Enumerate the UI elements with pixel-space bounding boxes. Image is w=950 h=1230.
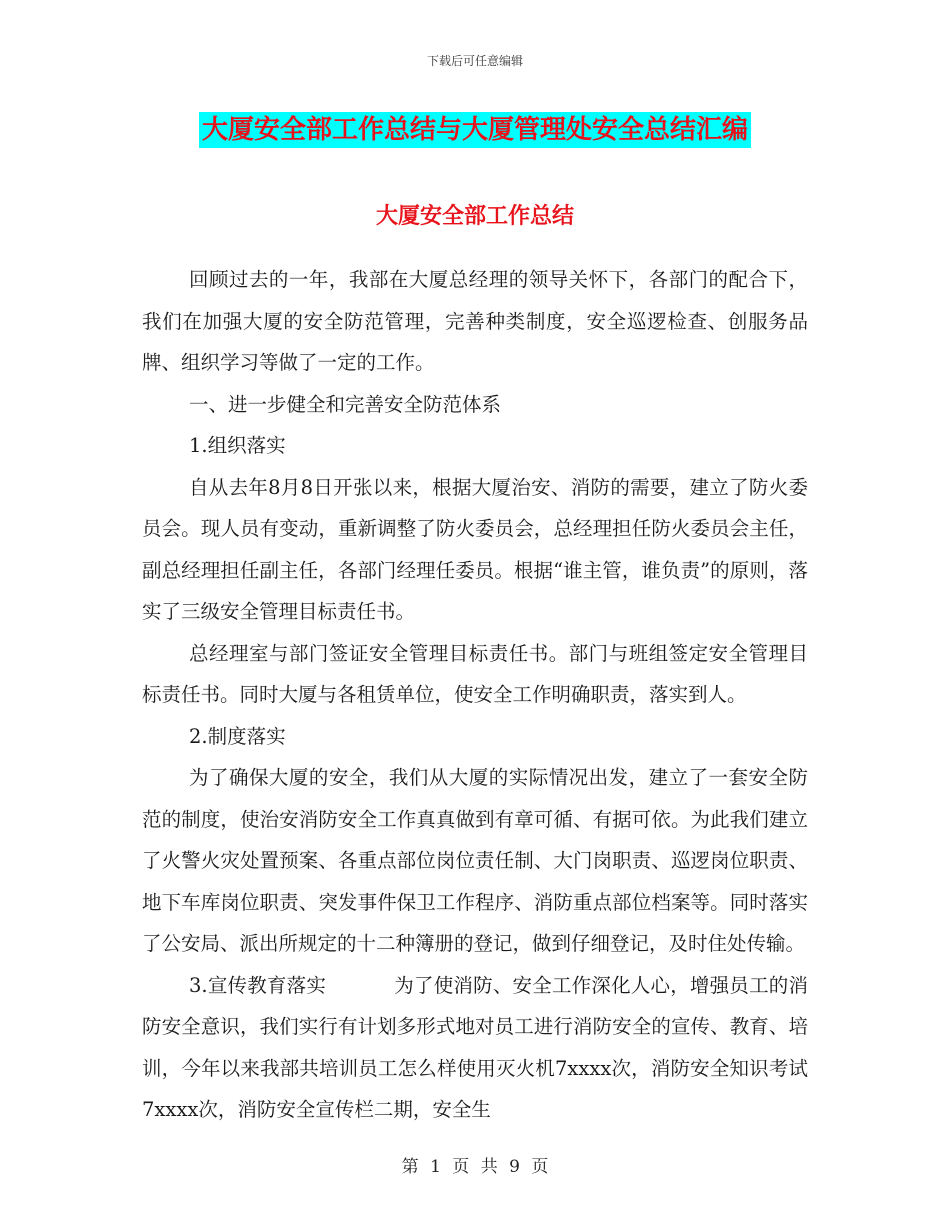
- heading-education: 3.宣传教育落实: [189, 973, 327, 997]
- document-body: [142, 220, 808, 1131]
- paragraph-system: 为了确保大厦的安全，我们从大厦的实际情况出发，建立了一套安全防范的制度，使治安消防安全工作真真做到有章可循、有据可依。为此我们建立了火警火灾处置预案、各重点部位岗位责任制、大门岗职责、巡逻岗位职责、地下车库岗位职责、突发事件保卫工作程序、消防重点部位档案等。同时落实了公安局、派出所规定的十二种簿册的登记，做到仔细登记，及时住处传输。: [142, 766, 808, 955]
- paragraph-responsibility: 总经理室与部门签证安全管理目标责任书。部门与班组签定安全管理目标责任书。同时大厦与各租赁单位，使安全工作明确职责，落实到人。: [142, 641, 808, 706]
- paragraph-intro: 回顾过去的一年，我部在大厦总经理的领导关怀下，各部门的配合下，我们在加强大厦的安全防范管理，完善种类制度，安全巡逻检查、创服务品牌、组织学习等做了一定的工作。: [142, 268, 808, 374]
- heading-system: 2.制度落实: [189, 724, 286, 748]
- paragraph-education-text: 为了使消防、安全工作深化人心，增强员工的消防安全意识，我们实行有计划多形式地对员工进行消防安全的宣传、教育、培训，今年以来我部共培训员工怎么样使用灭火机7xxxx次，消防安全知识考试7xxxx次，消防安全宣传栏二期，安全生: [142, 973, 808, 1121]
- paragraph-education: [142, 965, 808, 1131]
- document-title-text: 大厦安全部工作总结与大厦管理处安全总结汇编: [199, 112, 751, 148]
- page-number-footer: 第 1 页 共 9 页: [401, 1157, 549, 1177]
- document-title: [0, 112, 950, 148]
- heading-section-1: 一、进一步健全和完善安全防范体系: [189, 392, 502, 416]
- page-header-note: 下载后可任意编辑: [426, 54, 523, 68]
- section-title: 大厦安全部工作总结: [375, 203, 574, 229]
- heading-organization: 1.组织落实: [189, 434, 286, 457]
- paragraph-organization: 自从去年8月8日开张以来，根据大厦治安、消防的需要，建立了防火委员会。现人员有变动，重新调整了防火委员会，总经理担任防火委员会主任，副总经理担任副主任，各部门经理任委员。根据“谁主管，谁负责”的原则，落实了三级安全管理目标责任书。: [142, 475, 808, 623]
